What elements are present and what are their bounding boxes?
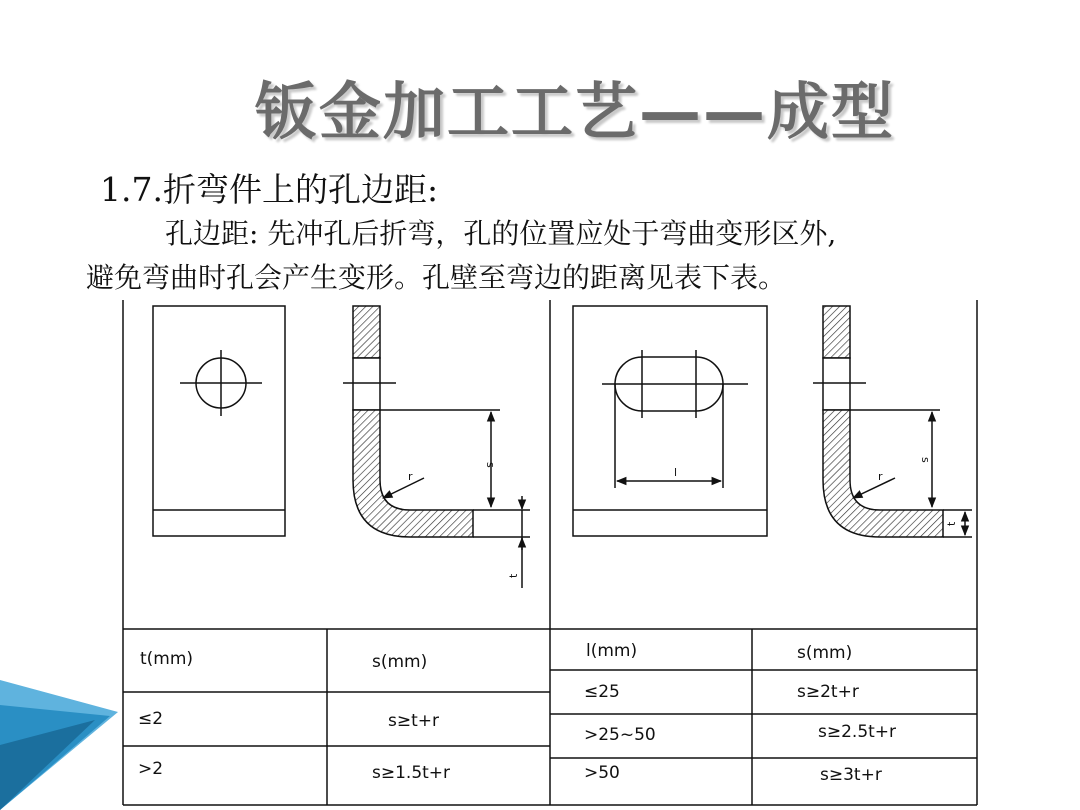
left-table-row1-t: ≤2 <box>138 709 164 729</box>
right-table-row3-s: s≥3t+r <box>820 765 882 785</box>
left-table-row2-s: s≥1.5t+r <box>372 763 451 783</box>
right-table-header-s: s(mm) <box>797 643 853 663</box>
bent-section-view-left <box>343 306 530 588</box>
radius-label-left: r <box>408 470 413 483</box>
right-table-row3-l: >50 <box>584 763 620 783</box>
round-hole-plate-view <box>153 306 285 536</box>
left-table-row2-t: >2 <box>138 759 164 779</box>
thickness-label-left: t <box>507 573 520 578</box>
right-table-row1-s: s≥2t+r <box>797 682 859 702</box>
slot-hole-plate-view <box>573 306 767 536</box>
distance-label-left: s <box>484 462 497 468</box>
right-table-header-l: l(mm) <box>586 641 638 661</box>
right-table-row2-l: >25~50 <box>584 725 656 745</box>
slot-length-label: l <box>674 466 678 479</box>
thickness-label-right: t <box>945 521 958 526</box>
distance-label-right: s <box>919 457 932 463</box>
section-heading: 1.7.折弯件上的孔边距: <box>100 170 439 209</box>
left-table-row1-s: s≥t+r <box>388 711 439 731</box>
paragraph-line-2: 避免弯曲时孔会产生变形。孔壁至弯边的距离见表下表。 <box>86 261 787 294</box>
left-table-header-s: s(mm) <box>372 652 428 672</box>
left-table-header-t: t(mm) <box>140 649 194 669</box>
right-table-row1-l: ≤25 <box>584 682 620 702</box>
bent-section-view-right <box>813 306 972 537</box>
right-table-row2-s: s≥2.5t+r <box>818 722 897 742</box>
slide-title: 钣金加工工艺——成型 <box>255 75 896 148</box>
radius-label-right: r <box>878 470 883 483</box>
paragraph-line-1: 孔边距: 先冲孔后折弯，孔的位置应处于弯曲变形区外, <box>165 217 837 250</box>
